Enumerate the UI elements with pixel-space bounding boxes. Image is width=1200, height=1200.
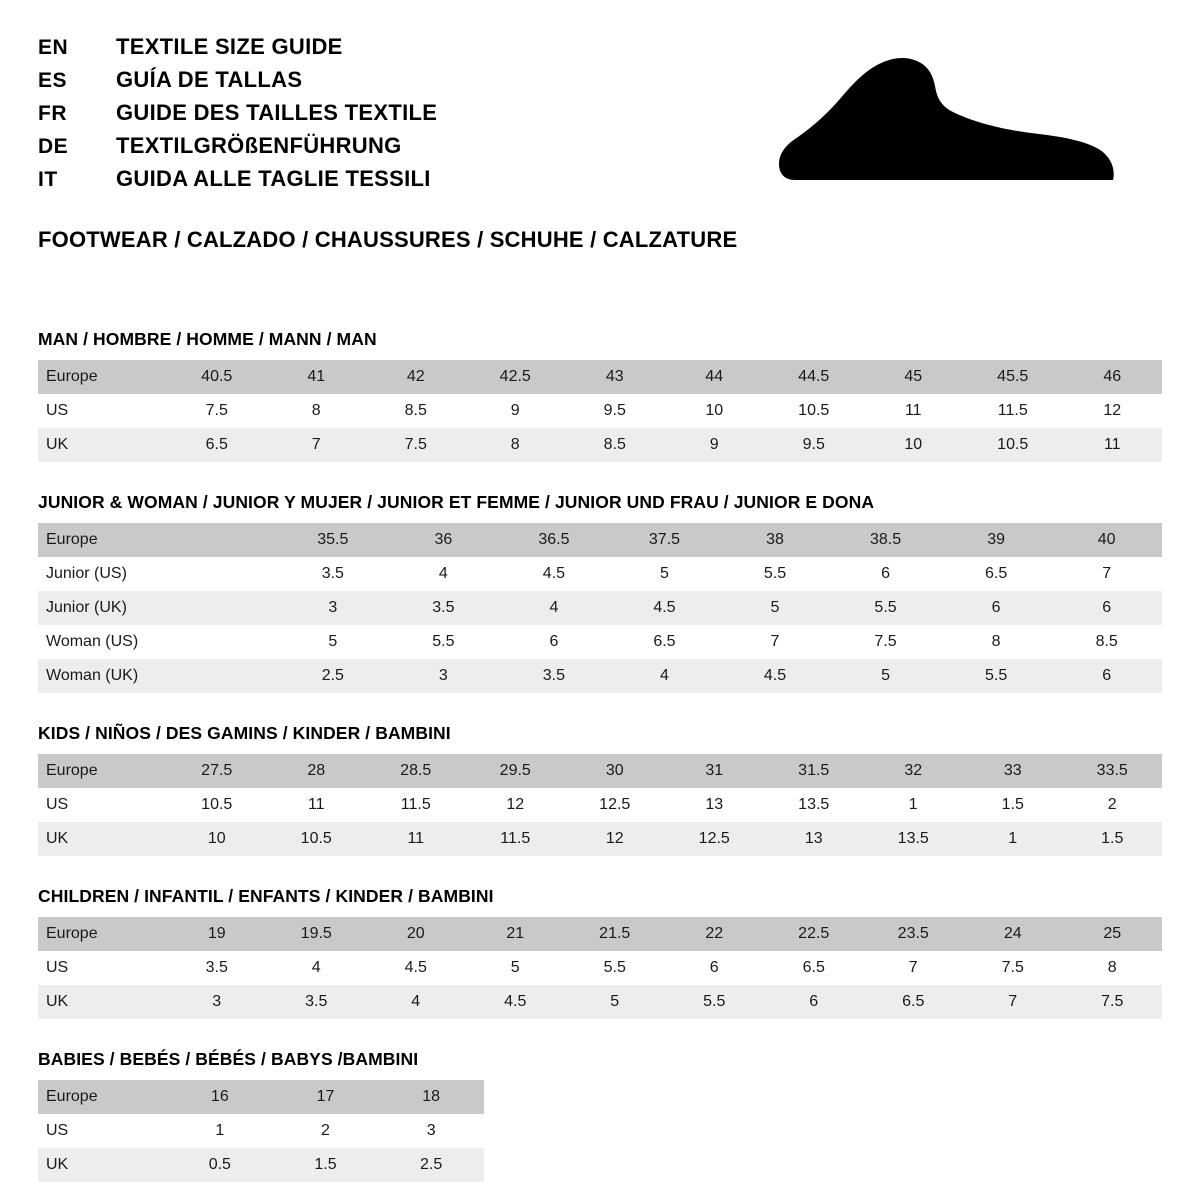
cell: 42.5 <box>466 360 566 394</box>
cell: 24 <box>963 917 1063 951</box>
cell: 41 <box>267 360 367 394</box>
cell: 31 <box>665 754 765 788</box>
cell: 8 <box>1063 951 1163 985</box>
section-man <box>38 329 1162 462</box>
table-row <box>38 754 1162 788</box>
cell: 5.5 <box>665 985 765 1019</box>
row-label: Europe <box>38 917 167 951</box>
cell: 5.5 <box>565 951 665 985</box>
language-title: TEXTILE SIZE GUIDE <box>116 34 343 59</box>
table-row <box>38 557 1162 591</box>
cell: 40 <box>1051 523 1162 557</box>
cell: 5 <box>720 591 831 625</box>
cell: 2 <box>273 1114 379 1148</box>
row-label: US <box>38 394 167 428</box>
cell: 10.5 <box>267 822 367 856</box>
language-title: TEXTILGRÖßENFÜHRUNG <box>116 133 402 158</box>
cell: 13.5 <box>864 822 964 856</box>
table-row <box>38 428 1162 462</box>
cell: 4 <box>366 985 466 1019</box>
language-code: DE <box>38 135 69 158</box>
cell: 10 <box>864 428 964 462</box>
page-header <box>38 36 1162 201</box>
cell: 3.5 <box>388 591 499 625</box>
cell: 7.5 <box>167 394 267 428</box>
language-row <box>38 36 437 58</box>
cell: 5 <box>565 985 665 1019</box>
cell: 2 <box>1063 788 1163 822</box>
row-label: Junior (UK) <box>38 591 167 625</box>
language-row <box>38 168 437 190</box>
language-title: GUIDE DES TAILLES TEXTILE <box>116 100 438 125</box>
cell: 21 <box>466 917 566 951</box>
cell: 6.5 <box>609 625 720 659</box>
cell: 25 <box>1063 917 1163 951</box>
cell: 6.5 <box>764 951 864 985</box>
cell: 7 <box>963 985 1063 1019</box>
cell: 16 <box>167 1080 273 1114</box>
cell: 38 <box>720 523 831 557</box>
cell: 12.5 <box>665 822 765 856</box>
cell: 5.5 <box>388 625 499 659</box>
row-label: US <box>38 1114 167 1148</box>
cell: 11 <box>267 788 367 822</box>
cell: 22 <box>665 917 765 951</box>
cell: 1 <box>167 1114 273 1148</box>
cell: 9 <box>466 394 566 428</box>
row-label: Europe <box>38 523 167 557</box>
cell: 13 <box>764 822 864 856</box>
cell: 19.5 <box>267 917 367 951</box>
row-label: Junior (US) <box>38 557 167 591</box>
section-title: JUNIOR & WOMAN / JUNIOR Y MUJER / JUNIOR ET FEMME / JUNIOR UND FRAU / JUNIOR E DONA <box>38 492 875 512</box>
cell: 6 <box>1051 659 1162 693</box>
row-label: Europe <box>38 754 167 788</box>
language-title-list <box>38 36 437 201</box>
cell: 1.5 <box>963 788 1063 822</box>
cell: 19 <box>167 917 267 951</box>
cell: 6.5 <box>864 985 964 1019</box>
cell: 8 <box>267 394 367 428</box>
cell: 4.5 <box>366 951 466 985</box>
language-code: FR <box>38 102 67 125</box>
cell: 28 <box>267 754 367 788</box>
cell: 8.5 <box>366 394 466 428</box>
cell: 2.5 <box>278 659 389 693</box>
cell: 3.5 <box>499 659 610 693</box>
cell: 7 <box>267 428 367 462</box>
cell: 1 <box>963 822 1063 856</box>
cell: 9 <box>665 428 765 462</box>
row-label: US <box>38 951 167 985</box>
page-subtitle: FOOTWEAR / CALZADO / CHAUSSURES / SCHUHE / CALZATURE <box>38 227 738 252</box>
section-babies <box>38 1049 1162 1182</box>
row-label: Woman (UK) <box>38 659 167 693</box>
cell: 5.5 <box>720 557 831 591</box>
cell: 4 <box>388 557 499 591</box>
cell: 11 <box>864 394 964 428</box>
cell: 13 <box>665 788 765 822</box>
cell: 44.5 <box>764 360 864 394</box>
cell: 30 <box>565 754 665 788</box>
cell: 12 <box>1063 394 1163 428</box>
cell: 38.5 <box>830 523 941 557</box>
cell <box>167 591 278 625</box>
cell: 6 <box>830 557 941 591</box>
cell: 43 <box>565 360 665 394</box>
cell: 0.5 <box>167 1148 273 1182</box>
section-children <box>38 886 1162 1019</box>
size-table-kids <box>38 754 1162 856</box>
cell: 32 <box>864 754 964 788</box>
cell: 7.5 <box>1063 985 1163 1019</box>
row-label: Europe <box>38 1080 167 1114</box>
cell: 11 <box>1063 428 1163 462</box>
cell: 12.5 <box>565 788 665 822</box>
cell: 6 <box>941 591 1052 625</box>
cell: 6 <box>1051 591 1162 625</box>
cell: 21.5 <box>565 917 665 951</box>
table-row <box>38 625 1162 659</box>
cell: 3.5 <box>267 985 367 1019</box>
cell: 23.5 <box>864 917 964 951</box>
cell <box>167 523 278 557</box>
cell: 27.5 <box>167 754 267 788</box>
cell: 33 <box>963 754 1063 788</box>
table-row <box>38 1114 484 1148</box>
cell: 8 <box>466 428 566 462</box>
cell: 7 <box>864 951 964 985</box>
language-code: ES <box>38 69 68 92</box>
cell: 5 <box>466 951 566 985</box>
cell: 10.5 <box>167 788 267 822</box>
cell: 11.5 <box>466 822 566 856</box>
dress-shoe-icon <box>762 36 1162 184</box>
cell <box>167 659 278 693</box>
cell: 6.5 <box>167 428 267 462</box>
cell: 35.5 <box>278 523 389 557</box>
table-row <box>38 788 1162 822</box>
cell: 1.5 <box>273 1148 379 1182</box>
cell: 12 <box>466 788 566 822</box>
cell: 11.5 <box>366 788 466 822</box>
cell: 28.5 <box>366 754 466 788</box>
cell: 5 <box>609 557 720 591</box>
cell: 20 <box>366 917 466 951</box>
cell: 6 <box>764 985 864 1019</box>
cell: 22.5 <box>764 917 864 951</box>
cell: 33.5 <box>1063 754 1163 788</box>
cell: 3.5 <box>278 557 389 591</box>
cell: 3 <box>388 659 499 693</box>
row-label: US <box>38 788 167 822</box>
cell: 7 <box>1051 557 1162 591</box>
row-label: UK <box>38 822 167 856</box>
table-row <box>38 360 1162 394</box>
cell: 36.5 <box>499 523 610 557</box>
cell: 4.5 <box>609 591 720 625</box>
cell: 12 <box>565 822 665 856</box>
cell: 8.5 <box>565 428 665 462</box>
table-row <box>38 659 1162 693</box>
cell: 4 <box>267 951 367 985</box>
cell <box>167 557 278 591</box>
cell: 18 <box>378 1080 484 1114</box>
cell: 1.5 <box>1063 822 1163 856</box>
cell: 4.5 <box>720 659 831 693</box>
cell: 5.5 <box>941 659 1052 693</box>
cell: 4 <box>609 659 720 693</box>
cell: 3 <box>167 985 267 1019</box>
table-row <box>38 591 1162 625</box>
table-row <box>38 1080 484 1114</box>
row-label: UK <box>38 985 167 1019</box>
cell: 10.5 <box>764 394 864 428</box>
cell: 40.5 <box>167 360 267 394</box>
language-title: GUÍA DE TALLAS <box>116 67 303 92</box>
cell: 7 <box>720 625 831 659</box>
section-title: KIDS / NIÑOS / DES GAMINS / KINDER / BAMBINI <box>38 723 451 743</box>
section-title: BABIES / BEBÉS / BÉBÉS / BABYS /BAMBINI <box>38 1049 419 1069</box>
row-label: UK <box>38 1148 167 1182</box>
table-row <box>38 822 1162 856</box>
cell: 13.5 <box>764 788 864 822</box>
cell: 4.5 <box>466 985 566 1019</box>
language-code: EN <box>38 36 69 59</box>
cell: 7.5 <box>366 428 466 462</box>
cell: 3 <box>378 1114 484 1148</box>
language-row <box>38 102 437 124</box>
size-table-man <box>38 360 1162 462</box>
cell: 45.5 <box>963 360 1063 394</box>
cell: 44 <box>665 360 765 394</box>
row-label: Europe <box>38 360 167 394</box>
section-junior-woman <box>38 492 1162 693</box>
table-row <box>38 951 1162 985</box>
size-table-children <box>38 917 1162 1019</box>
cell: 37.5 <box>609 523 720 557</box>
cell: 8.5 <box>1051 625 1162 659</box>
cell: 31.5 <box>764 754 864 788</box>
size-table-junior-woman <box>38 523 1162 693</box>
row-label: Woman (US) <box>38 625 167 659</box>
section-title: CHILDREN / INFANTIL / ENFANTS / KINDER / BAMBINI <box>38 886 494 906</box>
cell: 9.5 <box>764 428 864 462</box>
language-row <box>38 135 437 157</box>
cell: 11 <box>366 822 466 856</box>
cell: 3 <box>278 591 389 625</box>
language-row <box>38 69 437 91</box>
cell: 5 <box>830 659 941 693</box>
cell: 45 <box>864 360 964 394</box>
cell: 1 <box>864 788 964 822</box>
table-row <box>38 985 1162 1019</box>
cell: 7.5 <box>830 625 941 659</box>
cell: 11.5 <box>963 394 1063 428</box>
cell: 5 <box>278 625 389 659</box>
cell: 5.5 <box>830 591 941 625</box>
cell: 9.5 <box>565 394 665 428</box>
cell: 17 <box>273 1080 379 1114</box>
section-title: MAN / HOMBRE / HOMME / MANN / MAN <box>38 329 377 349</box>
cell: 6 <box>499 625 610 659</box>
cell: 10 <box>167 822 267 856</box>
cell: 8 <box>941 625 1052 659</box>
cell: 39 <box>941 523 1052 557</box>
cell: 6 <box>665 951 765 985</box>
cell: 6.5 <box>941 557 1052 591</box>
cell <box>167 625 278 659</box>
language-title: GUIDA ALLE TAGLIE TESSILI <box>116 166 431 191</box>
table-row <box>38 523 1162 557</box>
section-kids <box>38 723 1162 856</box>
cell: 4.5 <box>499 557 610 591</box>
row-label: UK <box>38 428 167 462</box>
cell: 46 <box>1063 360 1163 394</box>
cell: 7.5 <box>963 951 1063 985</box>
cell: 2.5 <box>378 1148 484 1182</box>
cell: 10 <box>665 394 765 428</box>
cell: 3.5 <box>167 951 267 985</box>
cell: 36 <box>388 523 499 557</box>
cell: 10.5 <box>963 428 1063 462</box>
table-row <box>38 394 1162 428</box>
cell: 29.5 <box>466 754 566 788</box>
table-row <box>38 1148 484 1182</box>
cell: 42 <box>366 360 466 394</box>
language-code: IT <box>38 168 58 191</box>
table-row <box>38 917 1162 951</box>
cell: 4 <box>499 591 610 625</box>
size-table-babies <box>38 1080 484 1182</box>
